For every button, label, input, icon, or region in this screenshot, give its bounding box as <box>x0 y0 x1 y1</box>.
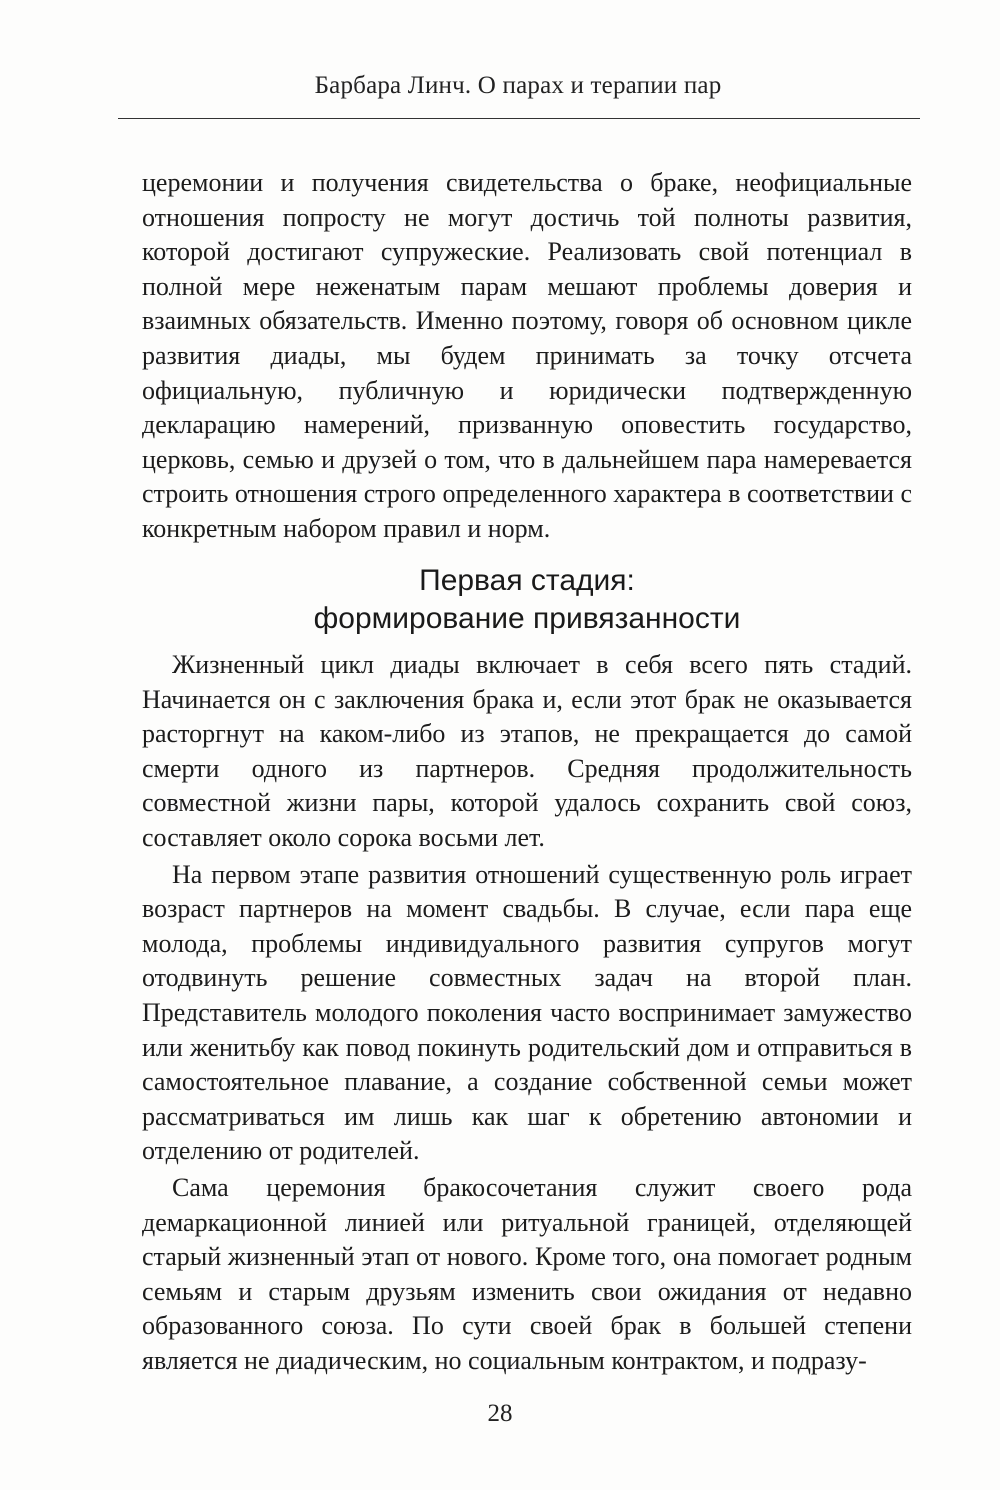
paragraph: Жизненный цикл диады включает в себя всего пять стадий. Начинается он с заключения брака и, если этот брак не оказывается расторгнут на каком-либо из этапов, не прекращается до самой смерти одного из партнеров. Средняя продолжительность совместной жизни пары, которой удалось сохранить свой союз, составляет около сорока восьми лет. <box>142 650 912 852</box>
page-number: 28 <box>487 1400 513 1427</box>
section-heading-line: Первая стадия: <box>419 564 635 597</box>
paragraph: Сама церемония бракосочетания служит своего рода демаркационной линией или ритуальной границей, отделяющей старый жизненный этап от нового. Кроме того, она помогает родным семьям и старым друзьям изменить свои ожидания от недавно образованного союза. По сути своей брак в большей степени является не диадическим, но социальным контрактом, и подразу- <box>142 1172 912 1375</box>
section-heading <box>142 562 912 638</box>
paragraph: церемонии и получения свидетельства о браке, неофициальные отношения попросту не могут достичь той полноты развития, которой достигают супружеские. Реализовать свой потенциал в полной мере неженатым парам мешают проблемы доверия и взаимных обязательств. Именно поэтому, говоря об основном цикле развития диады, мы будем принимать за точку отсчета официальную, публичную и юридически подтвержденную декларацию намерений, призванную оповестить государство, церковь, семью и друзей о том, что в дальнейшем пара намеревается строить отношения строго определенного характера в соответствии с конкретным набором правил и норм. <box>142 168 912 543</box>
header-divider <box>118 118 920 119</box>
running-header: Барбара Линч. О парах и терапии пар <box>314 72 722 99</box>
section-heading-line: формирование привязанности <box>313 602 741 635</box>
continued-text-block <box>142 166 912 547</box>
section-text-block <box>142 648 912 1378</box>
paragraph: На первом этапе развития отношений существенную роль играет возраст партнеров на момент свадьбы. В случае, если пара еще молода, проблемы индивидуального развития супругов могут отодвинуть решение совместных задач на второй план. Представитель молодого поколения часто воспринимает замужество или женитьбу как повод покинуть родительский дом и отправиться в самостоятельное плавание, а создание собственной семьи может рассматриваться им лишь как шаг к обретению автономии и отделению от родителей. <box>142 859 912 1166</box>
